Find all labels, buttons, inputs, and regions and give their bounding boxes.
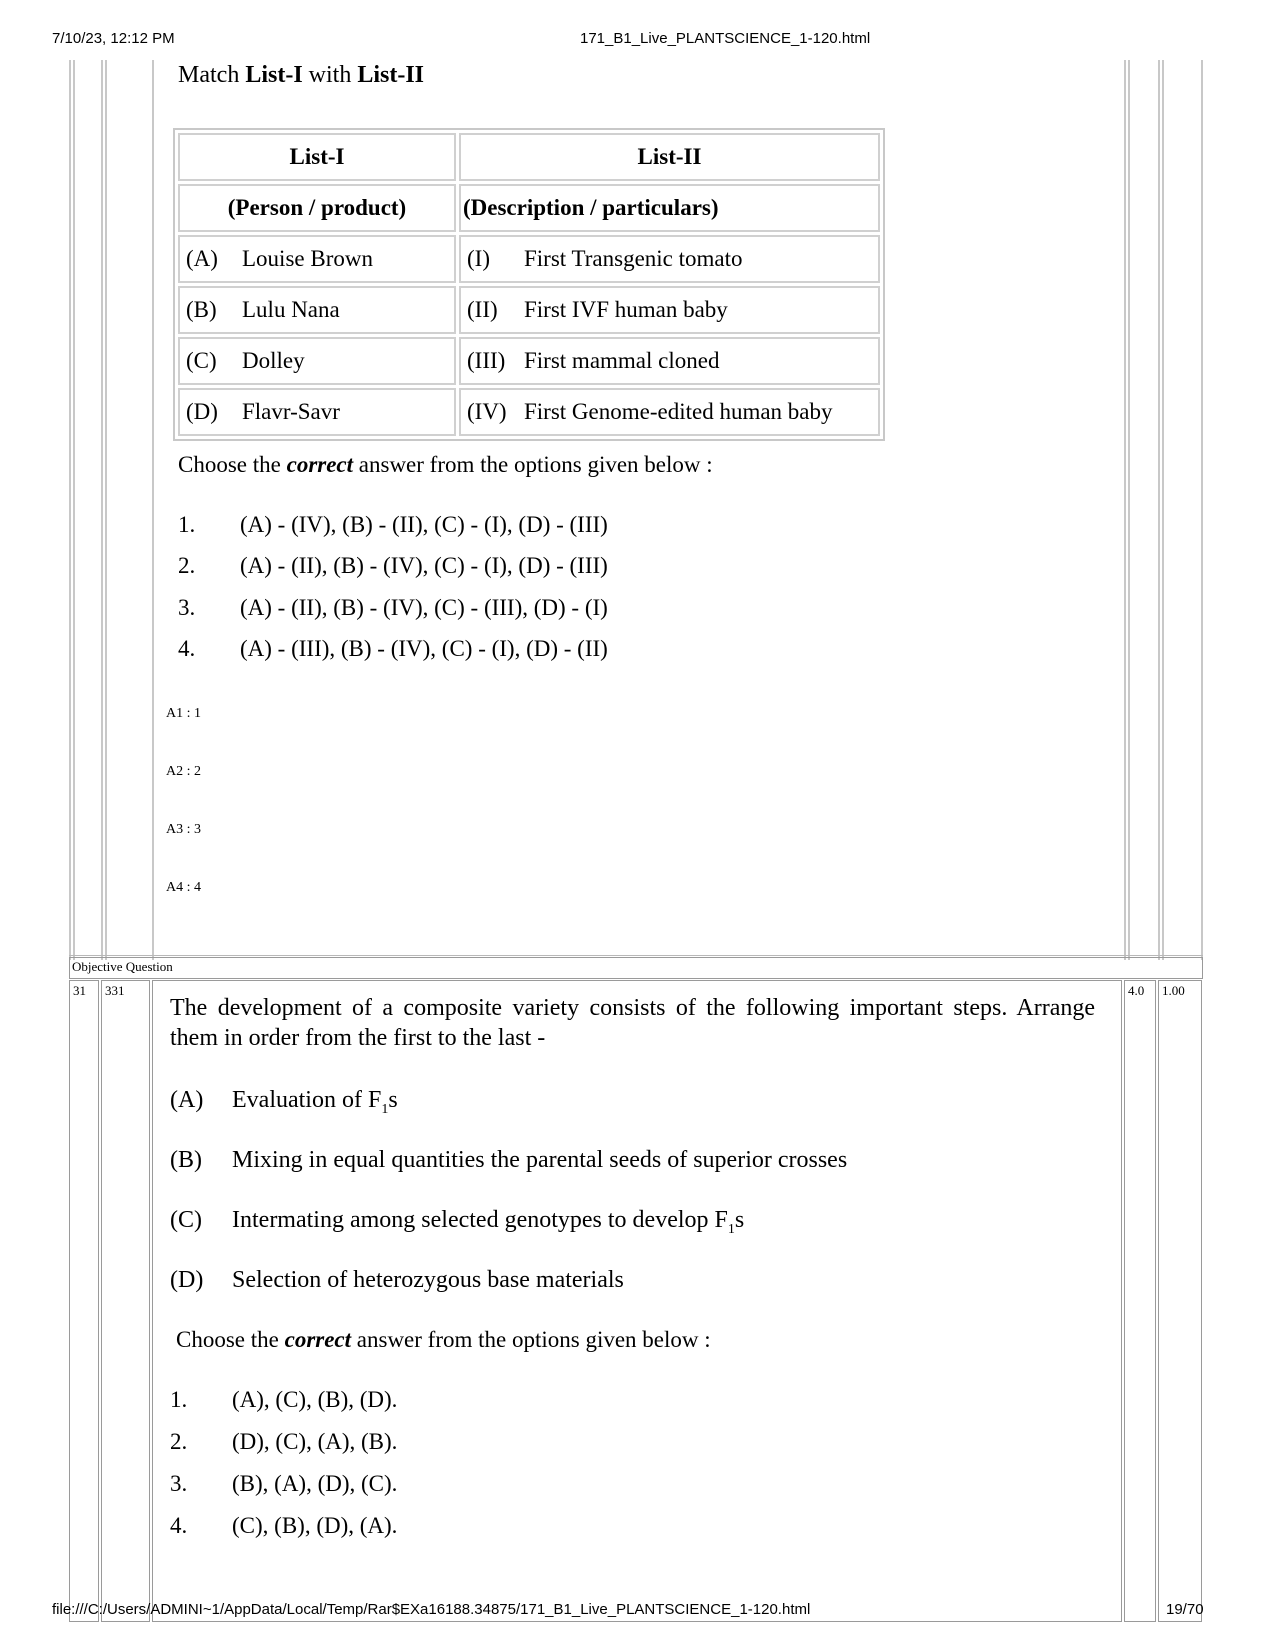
frame-line — [105, 60, 107, 960]
answer-key: A3 : 3 — [166, 822, 201, 837]
statement-item: (A) Evaluation of $F_1s$ — [170, 1087, 398, 1117]
table-cell: (B) Lulu Nana — [178, 286, 456, 334]
option-item: 4. (C), (B), (D), (A). — [170, 1513, 398, 1538]
question-negative-marks: 1.00 — [1162, 983, 1185, 998]
table-row — [178, 286, 880, 334]
option-item: 3. (B), (A), (D), (C). — [170, 1471, 398, 1496]
table-row — [178, 235, 880, 283]
frame-line — [1158, 60, 1160, 960]
option-item: 1. (A) - (IV), (B) - (II), (C) - (I), (D) - (III) — [178, 512, 608, 537]
table-subheader-row — [178, 184, 880, 232]
choose-instruction: Choose the correct answer from the options given below : — [178, 452, 713, 477]
answer-key: A2 : 2 — [166, 764, 201, 779]
serial-cell — [69, 980, 99, 1622]
question-type-label: Objective Question — [72, 959, 173, 974]
option-item: 2. (D), (C), (A), (B). — [170, 1429, 398, 1454]
print-url: file:///C:/Users/ADMINI~1/AppData/Local/Temp/Rar$EXa16188.34875/171_B1_Live_PLANTSCIENCE_1-120.html — [52, 1601, 811, 1618]
match-table — [173, 128, 885, 441]
frame-line — [1162, 60, 1164, 960]
negative-cell — [1158, 980, 1202, 1622]
id-cell — [101, 980, 150, 1622]
print-datetime: 7/10/23, 12:12 PM — [52, 30, 175, 47]
table-header-row — [178, 133, 880, 181]
table-cell: (D) Flavr-Savr — [178, 388, 456, 436]
table-cell: (I) First Transgenic tomato — [459, 235, 880, 283]
list-ii-header: List-II — [459, 133, 880, 181]
marks-cell — [1124, 980, 1156, 1622]
option-item: 1. (A), (C), (B), (D). — [170, 1387, 398, 1412]
option-item: 3. (A) - (II), (B) - (IV), (C) - (III), (D) - (I) — [178, 595, 608, 620]
table-row — [178, 388, 880, 436]
frame-line — [101, 60, 103, 960]
choose-instruction: Choose the correct answer from the options given below : — [176, 1327, 711, 1352]
table-cell: (II) First IVF human baby — [459, 286, 880, 334]
list-ii-subheader: (Description / particulars) — [459, 184, 880, 232]
list-i-header: List-I — [178, 133, 456, 181]
option-item: 2. (A) - (II), (B) - (IV), (C) - (I), (D) - (III) — [178, 553, 608, 578]
question-serial: 31 — [73, 983, 86, 998]
table-cell: (III) First mammal cloned — [459, 337, 880, 385]
question-id: 331 — [105, 983, 125, 998]
print-title: 171_B1_Live_PLANTSCIENCE_1-120.html — [580, 30, 871, 47]
statement-item: (B) Mixing in equal quantities the parental seeds of superior crosses — [170, 1147, 848, 1173]
frame-line — [1201, 60, 1203, 960]
answer-key: A1 : 1 — [166, 706, 201, 721]
row-divider — [69, 955, 1203, 956]
print-page-number: 19/70 — [1166, 1601, 1204, 1618]
question-heading: Match List-I with List-II — [178, 62, 425, 88]
question-stem: The development of a composite variety consists of the following important steps. Arrange them in order from the first to the last - — [170, 995, 1095, 1051]
answer-key: A4 : 4 — [166, 880, 201, 895]
question-marks: 4.0 — [1128, 983, 1145, 998]
table-cell: (A) Louise Brown — [178, 235, 456, 283]
option-item: 4. (A) - (III), (B) - (IV), (C) - (I), (D) - (II) — [178, 636, 608, 661]
question-type-row — [69, 957, 1203, 979]
statement-item: (D) Selection of heterozygous base materials — [170, 1267, 624, 1293]
table-cell: (IV) First Genome-edited human baby — [459, 388, 880, 436]
frame-line — [1128, 60, 1130, 960]
table-row — [178, 337, 880, 385]
statement-item: (C) Intermating among selected genotypes to develop $F_1s$ — [170, 1207, 745, 1237]
table-cell: (C) Dolley — [178, 337, 456, 385]
list-i-subheader: (Person / product) — [178, 184, 456, 232]
frame-line — [69, 60, 71, 960]
frame-line — [152, 60, 154, 960]
frame-line — [73, 60, 75, 960]
frame-line — [1124, 60, 1126, 960]
